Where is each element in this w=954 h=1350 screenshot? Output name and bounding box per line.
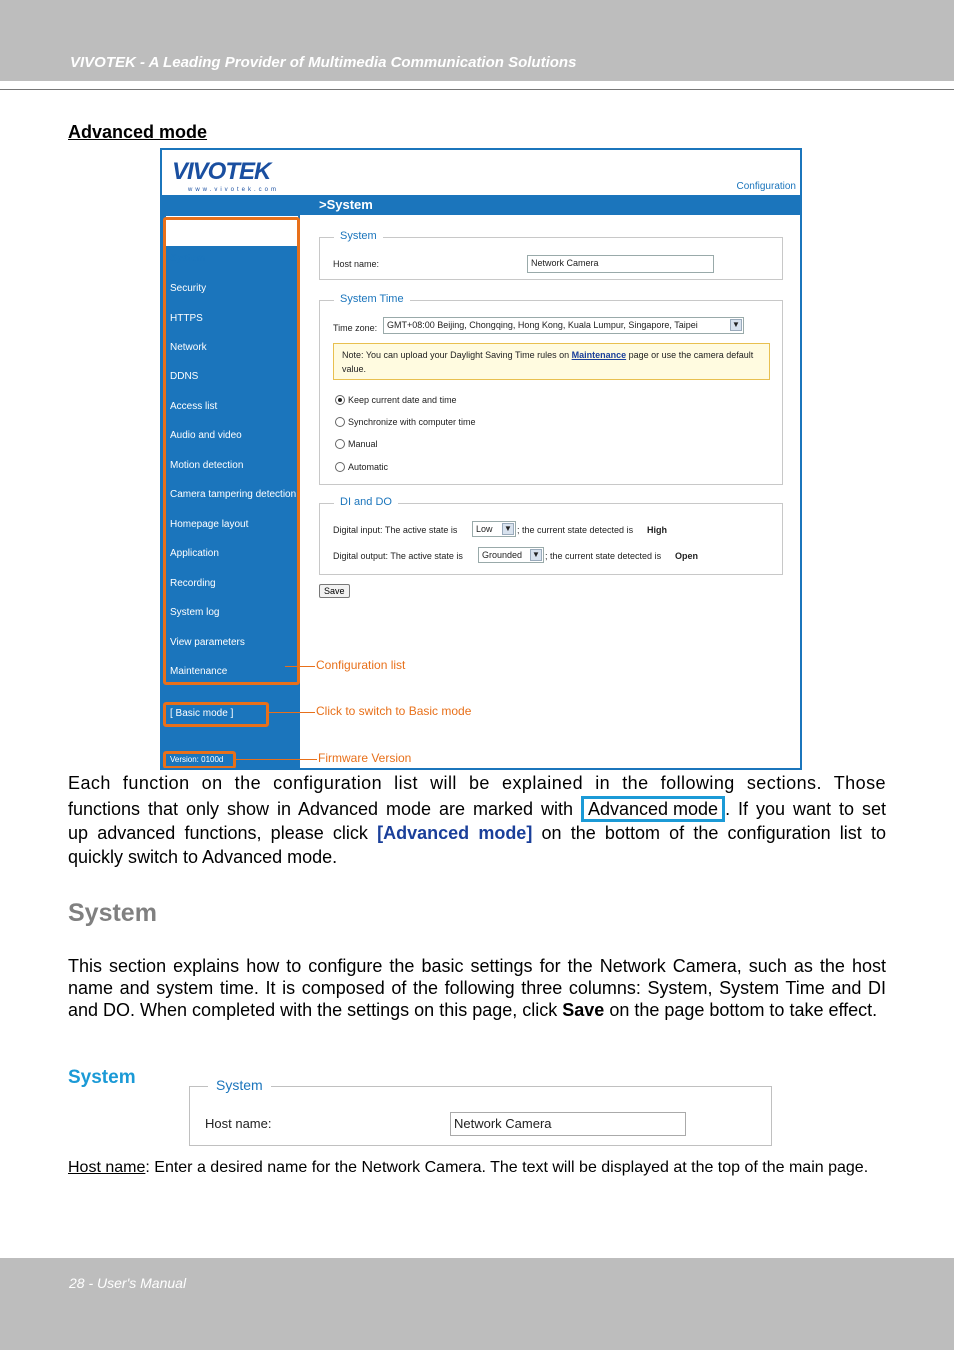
logo-text: VIVOTEK — [172, 158, 271, 185]
chevron-down-icon: ▼ — [530, 549, 542, 561]
page-title: >System — [319, 197, 373, 212]
radio-sync-computer[interactable]: Synchronize with computer time — [335, 417, 476, 427]
configuration-link[interactable]: Configuration — [736, 181, 796, 192]
host-name-term: Host name — [68, 1159, 146, 1176]
menu-item-application[interactable]: Application — [170, 548, 219, 559]
basic-mode-outline — [163, 702, 269, 727]
footer-band — [0, 1258, 954, 1350]
dst-note — [333, 343, 770, 380]
host-name-label: Host name: — [333, 259, 380, 269]
header-rule — [0, 89, 954, 90]
config-list-outline — [163, 217, 300, 685]
do-current-state: Open — [675, 551, 699, 561]
menu-item-homepage-layout[interactable]: Homepage layout — [170, 519, 249, 530]
chevron-down-icon: ▼ — [502, 523, 514, 535]
di-label: Digital input: The active state is — [333, 525, 458, 535]
host-name-input[interactable]: Network Camera — [527, 255, 714, 273]
menu-item-maintenance[interactable]: Maintenance — [170, 666, 228, 677]
config-list-annotation: Configuration list — [316, 658, 406, 672]
header-tagline: VIVOTEK - A Leading Provider of Multimedia Communication Solutions — [70, 54, 577, 71]
para1-line4: quickly switch to Advanced mode. — [68, 847, 338, 867]
radio-manual[interactable]: Manual — [335, 439, 378, 449]
system-panel — [189, 1077, 772, 1146]
system-legend: System — [334, 230, 383, 242]
menu-item-ddns[interactable]: DDNS — [170, 371, 199, 382]
basic-mode-annotation: Click to switch to Basic mode — [316, 704, 472, 718]
para1-line1: Each function on the configuration list will be explained in the following sections. Those — [68, 773, 886, 793]
menu-item-network[interactable]: Network — [170, 342, 207, 353]
menu-item-camera-tampering[interactable]: Camera tampering detection — [170, 489, 297, 500]
version-outline — [163, 751, 236, 769]
logo-url: www.vivotek.com — [188, 187, 280, 193]
config-list-pointer — [285, 666, 315, 667]
save-button[interactable]: Save — [319, 584, 350, 598]
basic-mode-link[interactable]: [ Basic mode ] — [170, 708, 234, 719]
do-current-label: ; the current state detected is — [545, 551, 662, 561]
menu-item-home[interactable]: Home — [170, 224, 197, 235]
system-fieldset — [319, 230, 783, 280]
menu-item-view-parameters[interactable]: View parameters — [170, 637, 245, 648]
menu-item-system[interactable]: System — [170, 253, 206, 264]
time-zone-label: Time zone: — [333, 323, 378, 333]
menu-item-https[interactable]: HTTPS — [170, 313, 203, 324]
radio-unchecked-icon — [335, 462, 345, 472]
menu-item-audio-video[interactable]: Audio and video — [170, 430, 242, 441]
firmware-annotation: Firmware Version — [318, 751, 412, 765]
di-state-select[interactable]: Low ▼ — [472, 521, 516, 537]
page-number: 28 - User's Manual — [69, 1275, 187, 1291]
chevron-down-icon: ▼ — [730, 319, 742, 331]
di-do-fieldset — [319, 496, 783, 575]
system-time-legend: System Time — [334, 293, 410, 305]
menu-item-recording[interactable]: Recording — [170, 578, 216, 589]
di-current-state: High — [647, 525, 667, 535]
firmware-pointer — [235, 759, 317, 760]
config-list-paragraph — [68, 772, 886, 868]
system-sub-heading: System — [68, 1067, 136, 1088]
system-panel-host-label: Host name: — [205, 1116, 272, 1131]
di-do-legend: DI and DO — [334, 496, 398, 508]
radio-unchecked-icon — [335, 417, 345, 427]
page-title-bar — [162, 195, 800, 215]
vivotek-logo — [172, 158, 292, 194]
do-label: Digital output: The active state is — [333, 551, 463, 561]
radio-unchecked-icon — [335, 439, 345, 449]
basic-mode-pointer — [268, 712, 315, 713]
time-zone-select[interactable] — [383, 317, 744, 334]
menu-item-system-log[interactable]: System log — [170, 607, 220, 618]
advanced-mode-link: [Advanced mode] — [377, 823, 533, 843]
advanced-mode-badge: Advanced mode — [581, 796, 725, 822]
menu-item-motion-detection[interactable]: Motion detection — [170, 460, 244, 471]
section-heading: Advanced mode — [68, 122, 208, 142]
para1-line3: up advanced functions, please click [Advanced mode] on the bottom of the configuration list to — [68, 823, 886, 843]
save-term: Save — [562, 1000, 605, 1020]
maintenance-link[interactable]: Maintenance — [571, 350, 627, 360]
time-zone-value: GMT+08:00 Beijing, Chongqing, Hong Kong, Kuala Lumpur, Singapore, Taipei — [387, 320, 698, 330]
radio-checked-icon — [335, 395, 345, 405]
system-panel-host-input[interactable]: Network Camera — [450, 1112, 686, 1136]
menu-item-access-list[interactable]: Access list — [170, 401, 218, 412]
do-state-select[interactable]: Grounded ▼ — [478, 547, 544, 563]
system-time-fieldset — [319, 293, 783, 485]
note-suffix: page or use the camera default value. — [342, 350, 754, 374]
config-screenshot — [160, 148, 802, 770]
system-heading: System — [68, 899, 157, 927]
host-name-paragraph: Host name: Enter a desired name for the Network Camera. The text will be displayed at the top of the main page. — [68, 1159, 869, 1176]
radio-automatic[interactable]: Automatic — [335, 462, 388, 472]
header-band — [0, 0, 954, 81]
system-panel-legend: System — [208, 1077, 271, 1093]
menu-item-security[interactable]: Security — [170, 283, 207, 294]
note-prefix: Note: You can upload your Daylight Saving Time rules on — [342, 350, 572, 360]
system-intro-paragraph: This section explains how to configure the basic settings for the Network Camera, such as the host name and system time. It is composed of the following three columns: System, System Time and DI and DO. When completed with the settings on this page, click Save on the page bottom to take effect. — [68, 956, 886, 1020]
radio-keep-current[interactable]: Keep current date and time — [335, 395, 457, 405]
para1-line2: functions that only show in Advanced mode are marked with Advanced mode . If you want to set — [68, 796, 886, 822]
di-current-label: ; the current state detected is — [517, 525, 634, 535]
version-label: Version: 0100d — [170, 755, 224, 764]
